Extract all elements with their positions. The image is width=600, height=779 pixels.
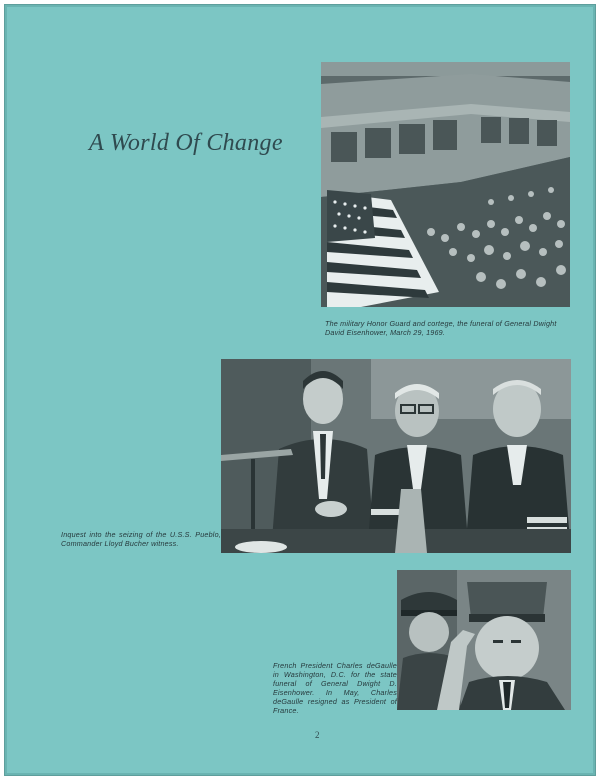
eisenhower-funeral-photo <box>321 62 570 307</box>
pueblo-inquiry-photo <box>221 359 571 553</box>
yearbook-page <box>4 4 596 776</box>
pueblo-inquiry-caption: Inquest into the seizing of the U.S.S. Pueblo, Commander Lloyd Bucher witness. <box>61 530 221 548</box>
degaulle-salute-photo <box>397 570 571 710</box>
eisenhower-funeral-caption: The military Honor Guard and cortege, the funeral of General Dwight David Eisenhower, March 29, 1969. <box>325 319 557 337</box>
page-title: A World Of Change <box>89 130 283 156</box>
page-number: 2 <box>315 730 320 740</box>
degaulle-salute-caption: French President Charles deGaulle in Washington, D.C. for the state funeral of General Dwight D. Eisenhower. In May, Charles deGaulle resigned as President of France. <box>273 661 397 715</box>
